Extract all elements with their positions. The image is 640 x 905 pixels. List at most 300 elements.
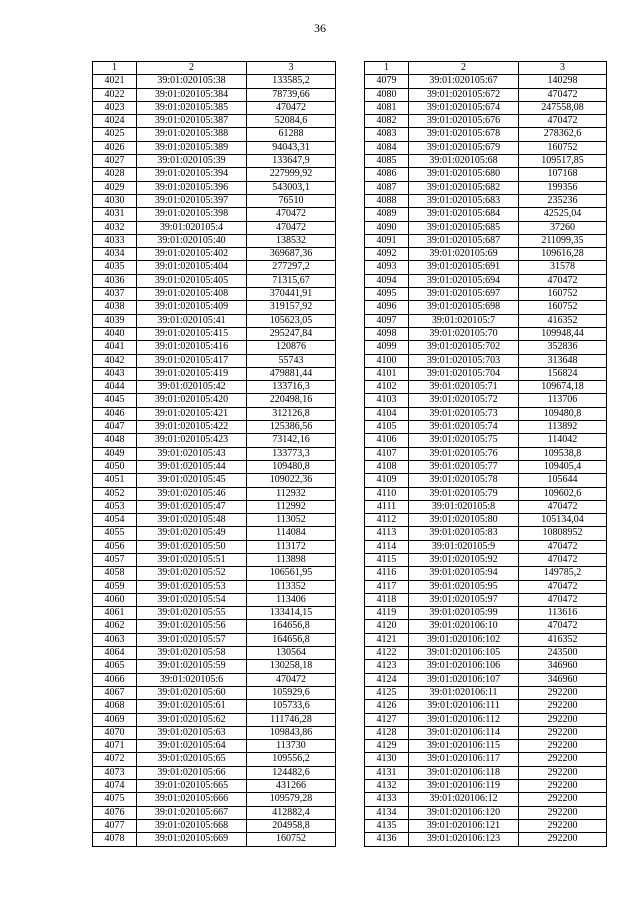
value-cell: 292200 bbox=[519, 740, 607, 753]
cadastral-number-cell: 39:01:020105:704 bbox=[409, 367, 519, 380]
table-row bbox=[365, 460, 607, 473]
value-cell: 111746,28 bbox=[247, 713, 336, 726]
value-cell: 235236 bbox=[519, 194, 607, 207]
cadastral-number-cell: 39:01:020105:680 bbox=[409, 168, 519, 181]
row-number-cell: 4046 bbox=[93, 407, 137, 420]
row-number-cell: 4029 bbox=[93, 181, 137, 194]
cadastral-number-cell: 39:01:020106:119 bbox=[409, 780, 519, 793]
cadastral-number-cell: 39:01:020105:672 bbox=[409, 88, 519, 101]
row-number-cell: 4097 bbox=[365, 314, 409, 327]
cadastral-number-cell: 39:01:020105:416 bbox=[137, 341, 247, 354]
row-number-cell: 4133 bbox=[365, 793, 409, 806]
table-row bbox=[365, 261, 607, 274]
value-cell: 470472 bbox=[519, 115, 607, 128]
cadastral-number-cell: 39:01:020105:402 bbox=[137, 248, 247, 261]
row-number-cell: 4036 bbox=[93, 274, 137, 287]
cadastral-number-cell: 39:01:020105:92 bbox=[409, 553, 519, 566]
row-number-cell: 4073 bbox=[93, 766, 137, 779]
cadastral-number-cell: 39:01:020105:40 bbox=[137, 234, 247, 247]
value-cell: 412882,4 bbox=[247, 806, 336, 819]
cadastral-number-cell: 39:01:020105:39 bbox=[137, 155, 247, 168]
value-cell: 124482,6 bbox=[247, 766, 336, 779]
row-number-cell: 4093 bbox=[365, 261, 409, 274]
value-cell: 160752 bbox=[519, 288, 607, 301]
table-row bbox=[93, 288, 336, 301]
cadastral-number-cell: 39:01:020106:111 bbox=[409, 700, 519, 713]
cadastral-number-cell: 39:01:020105:394 bbox=[137, 168, 247, 181]
value-cell: 105623,05 bbox=[247, 314, 336, 327]
table-row bbox=[93, 407, 336, 420]
cadastral-number-cell: 39:01:020105:68 bbox=[409, 155, 519, 168]
table-row bbox=[365, 793, 607, 806]
table-row bbox=[93, 633, 336, 646]
row-number-cell: 4104 bbox=[365, 407, 409, 420]
value-cell: 470472 bbox=[519, 540, 607, 553]
row-number-cell: 4125 bbox=[365, 686, 409, 699]
value-cell: 227999,92 bbox=[247, 168, 336, 181]
table-row bbox=[93, 274, 336, 287]
table-row bbox=[365, 181, 607, 194]
row-number-cell: 4136 bbox=[365, 833, 409, 846]
value-cell: 113616 bbox=[519, 607, 607, 620]
cadastral-number-cell: 39:01:020105:69 bbox=[409, 248, 519, 261]
row-number-cell: 4086 bbox=[365, 168, 409, 181]
cadastral-number-cell: 39:01:020106:114 bbox=[409, 726, 519, 739]
row-number-cell: 4070 bbox=[93, 726, 137, 739]
cadastral-number-cell: 39:01:020105:55 bbox=[137, 607, 247, 620]
row-number-cell: 4082 bbox=[365, 115, 409, 128]
row-number-cell: 4080 bbox=[365, 88, 409, 101]
value-cell: 109579,28 bbox=[247, 793, 336, 806]
row-number-cell: 4108 bbox=[365, 460, 409, 473]
table-row bbox=[365, 381, 607, 394]
cadastral-number-cell: 39:01:020105:43 bbox=[137, 447, 247, 460]
value-cell: 370441,91 bbox=[247, 288, 336, 301]
row-number-cell: 4045 bbox=[93, 394, 137, 407]
cadastral-number-cell: 39:01:020105:66 bbox=[137, 766, 247, 779]
value-cell: 292200 bbox=[519, 700, 607, 713]
row-number-cell: 4075 bbox=[93, 793, 137, 806]
cadastral-number-cell: 39:01:020105:8 bbox=[409, 500, 519, 513]
value-cell: 138532 bbox=[247, 234, 336, 247]
cadastral-number-cell: 39:01:020105:74 bbox=[409, 421, 519, 434]
row-number-cell: 4034 bbox=[93, 248, 137, 261]
value-cell: 149785,2 bbox=[519, 567, 607, 580]
cadastral-number-cell: 39:01:020106:123 bbox=[409, 833, 519, 846]
cadastral-number-cell: 39:01:020105:6 bbox=[137, 673, 247, 686]
table-row bbox=[365, 168, 607, 181]
value-cell: 292200 bbox=[519, 766, 607, 779]
cadastral-number-cell: 39:01:020105:389 bbox=[137, 141, 247, 154]
value-cell: 278362,6 bbox=[519, 128, 607, 141]
row-number-cell: 4028 bbox=[93, 168, 137, 181]
left-data-table bbox=[92, 61, 336, 847]
cadastral-number-cell: 39:01:020105:64 bbox=[137, 740, 247, 753]
table-row bbox=[365, 500, 607, 513]
row-number-cell: 4129 bbox=[365, 740, 409, 753]
table-row bbox=[93, 514, 336, 527]
row-number-cell: 4047 bbox=[93, 421, 137, 434]
row-number-cell: 4112 bbox=[365, 514, 409, 527]
value-cell: 140298 bbox=[519, 75, 607, 88]
row-number-cell: 4115 bbox=[365, 553, 409, 566]
table-row bbox=[93, 660, 336, 673]
cadastral-number-cell: 39:01:020105:702 bbox=[409, 341, 519, 354]
cadastral-number-cell: 39:01:020105:50 bbox=[137, 540, 247, 553]
cadastral-number-cell: 39:01:020106:12 bbox=[409, 793, 519, 806]
row-number-cell: 4054 bbox=[93, 514, 137, 527]
value-cell: 109022,36 bbox=[247, 474, 336, 487]
cadastral-number-cell: 39:01:020105:71 bbox=[409, 381, 519, 394]
value-cell: 130564 bbox=[247, 647, 336, 660]
value-cell: 78739,66 bbox=[247, 88, 336, 101]
table-row bbox=[93, 474, 336, 487]
value-cell: 113730 bbox=[247, 740, 336, 753]
row-number-cell: 4043 bbox=[93, 367, 137, 380]
row-number-cell: 4064 bbox=[93, 647, 137, 660]
value-cell: 42525,04 bbox=[519, 208, 607, 221]
table-row bbox=[93, 726, 336, 739]
header-row bbox=[93, 62, 336, 75]
cadastral-number-cell: 39:01:020105:666 bbox=[137, 793, 247, 806]
row-number-cell: 4049 bbox=[93, 447, 137, 460]
value-cell: 416352 bbox=[519, 633, 607, 646]
table-row bbox=[365, 354, 607, 367]
row-number-cell: 4132 bbox=[365, 780, 409, 793]
value-cell: 220498,16 bbox=[247, 394, 336, 407]
cadastral-number-cell: 39:01:020105:691 bbox=[409, 261, 519, 274]
value-cell: 156824 bbox=[519, 367, 607, 380]
value-cell: 470472 bbox=[247, 101, 336, 114]
cadastral-number-cell: 39:01:020105:80 bbox=[409, 514, 519, 527]
table-row bbox=[365, 88, 607, 101]
row-number-cell: 4060 bbox=[93, 593, 137, 606]
cadastral-number-cell: 39:01:020105:697 bbox=[409, 288, 519, 301]
table-row bbox=[93, 713, 336, 726]
table-row bbox=[365, 780, 607, 793]
cadastral-number-cell: 39:01:020106:102 bbox=[409, 633, 519, 646]
value-cell: 94043,31 bbox=[247, 141, 336, 154]
value-cell: 113406 bbox=[247, 593, 336, 606]
value-cell: 313648 bbox=[519, 354, 607, 367]
table-row bbox=[93, 367, 336, 380]
table-row bbox=[365, 314, 607, 327]
row-number-cell: 4120 bbox=[365, 620, 409, 633]
value-cell: 113706 bbox=[519, 394, 607, 407]
row-number-cell: 4059 bbox=[93, 580, 137, 593]
value-cell: 292200 bbox=[519, 780, 607, 793]
cadastral-number-cell: 39:01:020105:47 bbox=[137, 500, 247, 513]
value-cell: 113898 bbox=[247, 553, 336, 566]
table-row bbox=[93, 620, 336, 633]
cadastral-number-cell: 39:01:020105:83 bbox=[409, 527, 519, 540]
row-number-cell: 4077 bbox=[93, 819, 137, 832]
cadastral-number-cell: 39:01:020105:420 bbox=[137, 394, 247, 407]
value-cell: 105644 bbox=[519, 474, 607, 487]
row-number-cell: 4116 bbox=[365, 567, 409, 580]
row-number-cell: 4128 bbox=[365, 726, 409, 739]
value-cell: 292200 bbox=[519, 819, 607, 832]
row-number-cell: 4076 bbox=[93, 806, 137, 819]
row-number-cell: 4088 bbox=[365, 194, 409, 207]
page-number: 36 bbox=[314, 21, 326, 35]
cadastral-number-cell: 39:01:020105:51 bbox=[137, 553, 247, 566]
cadastral-number-cell: 39:01:020105:58 bbox=[137, 647, 247, 660]
table-row bbox=[365, 580, 607, 593]
row-number-cell: 4126 bbox=[365, 700, 409, 713]
table-row bbox=[365, 208, 607, 221]
table-row bbox=[93, 115, 336, 128]
table-row bbox=[365, 248, 607, 261]
cadastral-number-cell: 39:01:020105:41 bbox=[137, 314, 247, 327]
cadastral-number-cell: 39:01:020105:687 bbox=[409, 234, 519, 247]
value-cell: 109602,6 bbox=[519, 487, 607, 500]
value-cell: 113052 bbox=[247, 514, 336, 527]
cadastral-number-cell: 39:01:020105:59 bbox=[137, 660, 247, 673]
table-row bbox=[93, 673, 336, 686]
value-cell: 416352 bbox=[519, 314, 607, 327]
table-row bbox=[93, 221, 336, 234]
row-number-cell: 4085 bbox=[365, 155, 409, 168]
cadastral-number-cell: 39:01:020105:404 bbox=[137, 261, 247, 274]
value-cell: 105929,6 bbox=[247, 686, 336, 699]
row-number-cell: 4072 bbox=[93, 753, 137, 766]
cadastral-number-cell: 39:01:020106:120 bbox=[409, 806, 519, 819]
value-cell: 312126,8 bbox=[247, 407, 336, 420]
value-cell: 431266 bbox=[247, 780, 336, 793]
row-number-cell: 4118 bbox=[365, 593, 409, 606]
cadastral-number-cell: 39:01:020106:107 bbox=[409, 673, 519, 686]
cadastral-number-cell: 39:01:020105:7 bbox=[409, 314, 519, 327]
row-number-cell: 4032 bbox=[93, 221, 137, 234]
cadastral-number-cell: 39:01:020105:422 bbox=[137, 421, 247, 434]
cadastral-number-cell: 39:01:020105:53 bbox=[137, 580, 247, 593]
row-number-cell: 4071 bbox=[93, 740, 137, 753]
row-number-cell: 4123 bbox=[365, 660, 409, 673]
table-row bbox=[365, 194, 607, 207]
cadastral-number-cell: 39:01:020105:408 bbox=[137, 288, 247, 301]
value-cell: 106561,95 bbox=[247, 567, 336, 580]
cadastral-number-cell: 39:01:020105:99 bbox=[409, 607, 519, 620]
row-number-cell: 4040 bbox=[93, 327, 137, 340]
row-number-cell: 4079 bbox=[365, 75, 409, 88]
cadastral-number-cell: 39:01:020105:668 bbox=[137, 819, 247, 832]
row-number-cell: 4035 bbox=[93, 261, 137, 274]
row-number-cell: 4107 bbox=[365, 447, 409, 460]
row-number-cell: 4117 bbox=[365, 580, 409, 593]
cadastral-number-cell: 39:01:020105:77 bbox=[409, 460, 519, 473]
cadastral-number-cell: 39:01:020106:118 bbox=[409, 766, 519, 779]
value-cell: 479881,44 bbox=[247, 367, 336, 380]
table-row bbox=[365, 567, 607, 580]
cadastral-number-cell: 39:01:020106:105 bbox=[409, 647, 519, 660]
table-row bbox=[93, 208, 336, 221]
value-cell: 112992 bbox=[247, 500, 336, 513]
cadastral-number-cell: 39:01:020105:397 bbox=[137, 194, 247, 207]
table-row bbox=[365, 155, 607, 168]
value-cell: 71315,67 bbox=[247, 274, 336, 287]
table-row bbox=[93, 567, 336, 580]
cadastral-number-cell: 39:01:020105:45 bbox=[137, 474, 247, 487]
cadastral-number-cell: 39:01:020105:44 bbox=[137, 460, 247, 473]
table-row bbox=[365, 367, 607, 380]
value-cell: 120876 bbox=[247, 341, 336, 354]
row-number-cell: 4074 bbox=[93, 780, 137, 793]
table-header bbox=[365, 62, 607, 75]
cadastral-number-cell: 39:01:020105:38 bbox=[137, 75, 247, 88]
table-row bbox=[365, 421, 607, 434]
table-row bbox=[365, 647, 607, 660]
row-number-cell: 4095 bbox=[365, 288, 409, 301]
table-row bbox=[93, 314, 336, 327]
value-cell: 109480,8 bbox=[247, 460, 336, 473]
table-row bbox=[93, 381, 336, 394]
row-number-cell: 4131 bbox=[365, 766, 409, 779]
value-cell: 243500 bbox=[519, 647, 607, 660]
row-number-cell: 4048 bbox=[93, 434, 137, 447]
cadastral-number-cell: 39:01:020105:405 bbox=[137, 274, 247, 287]
table-row bbox=[365, 434, 607, 447]
cadastral-number-cell: 39:01:020105:48 bbox=[137, 514, 247, 527]
row-number-cell: 4050 bbox=[93, 460, 137, 473]
table-row bbox=[93, 394, 336, 407]
table-row bbox=[365, 474, 607, 487]
table-row bbox=[365, 514, 607, 527]
row-number-cell: 4052 bbox=[93, 487, 137, 500]
value-cell: 55743 bbox=[247, 354, 336, 367]
table-row bbox=[365, 686, 607, 699]
cadastral-number-cell: 39:01:020106:11 bbox=[409, 686, 519, 699]
table-row bbox=[93, 261, 336, 274]
value-cell: 114084 bbox=[247, 527, 336, 540]
table-row bbox=[365, 766, 607, 779]
table-row bbox=[365, 487, 607, 500]
cadastral-number-cell: 39:01:020105:667 bbox=[137, 806, 247, 819]
table-row bbox=[93, 753, 336, 766]
cadastral-number-cell: 39:01:020105:72 bbox=[409, 394, 519, 407]
table-body bbox=[93, 75, 336, 846]
table-row bbox=[93, 88, 336, 101]
table-row bbox=[365, 301, 607, 314]
row-number-cell: 4038 bbox=[93, 301, 137, 314]
row-number-cell: 4067 bbox=[93, 686, 137, 699]
row-number-cell: 4041 bbox=[93, 341, 137, 354]
table-row bbox=[365, 633, 607, 646]
table-row bbox=[365, 141, 607, 154]
cadastral-number-cell: 39:01:020105:694 bbox=[409, 274, 519, 287]
row-number-cell: 4051 bbox=[93, 474, 137, 487]
value-cell: 277297,2 bbox=[247, 261, 336, 274]
value-cell: 130258,18 bbox=[247, 660, 336, 673]
table-row bbox=[93, 181, 336, 194]
table-row bbox=[365, 288, 607, 301]
table-row bbox=[93, 155, 336, 168]
value-cell: 470472 bbox=[247, 673, 336, 686]
value-cell: 204958,8 bbox=[247, 819, 336, 832]
value-cell: 107168 bbox=[519, 168, 607, 181]
cadastral-number-cell: 39:01:020105:384 bbox=[137, 88, 247, 101]
table-row bbox=[365, 593, 607, 606]
table-row bbox=[93, 647, 336, 660]
value-cell: 199356 bbox=[519, 181, 607, 194]
table-row bbox=[365, 527, 607, 540]
table-row bbox=[365, 673, 607, 686]
row-number-cell: 4069 bbox=[93, 713, 137, 726]
table-row bbox=[93, 700, 336, 713]
table-row bbox=[93, 421, 336, 434]
cadastral-number-cell: 39:01:020105:78 bbox=[409, 474, 519, 487]
row-number-cell: 4039 bbox=[93, 314, 137, 327]
table-row bbox=[93, 487, 336, 500]
table-row bbox=[365, 553, 607, 566]
row-number-cell: 4111 bbox=[365, 500, 409, 513]
cadastral-number-cell: 39:01:020105:52 bbox=[137, 567, 247, 580]
cadastral-number-cell: 39:01:020105:49 bbox=[137, 527, 247, 540]
header-cell-cadastral: 2 bbox=[137, 62, 247, 75]
cadastral-number-cell: 39:01:020105:665 bbox=[137, 780, 247, 793]
row-number-cell: 4090 bbox=[365, 221, 409, 234]
table-row bbox=[365, 753, 607, 766]
row-number-cell: 4033 bbox=[93, 234, 137, 247]
table-row bbox=[93, 101, 336, 114]
row-number-cell: 4127 bbox=[365, 713, 409, 726]
row-number-cell: 4122 bbox=[365, 647, 409, 660]
row-number-cell: 4037 bbox=[93, 288, 137, 301]
table-row bbox=[93, 686, 336, 699]
table-row bbox=[93, 168, 336, 181]
row-number-cell: 4110 bbox=[365, 487, 409, 500]
value-cell: 125386,56 bbox=[247, 421, 336, 434]
row-number-cell: 4124 bbox=[365, 673, 409, 686]
cadastral-number-cell: 39:01:020105:63 bbox=[137, 726, 247, 739]
row-number-cell: 4100 bbox=[365, 354, 409, 367]
value-cell: 109405,4 bbox=[519, 460, 607, 473]
value-cell: 52084,6 bbox=[247, 115, 336, 128]
table-row bbox=[93, 75, 336, 88]
table-row bbox=[365, 607, 607, 620]
cadastral-number-cell: 39:01:020106:117 bbox=[409, 753, 519, 766]
value-cell: 109948,44 bbox=[519, 327, 607, 340]
value-cell: 133773,3 bbox=[247, 447, 336, 460]
table-row bbox=[93, 500, 336, 513]
cadastral-number-cell: 39:01:020105:684 bbox=[409, 208, 519, 221]
row-number-cell: 4084 bbox=[365, 141, 409, 154]
value-cell: 133647,9 bbox=[247, 155, 336, 168]
value-cell: 160752 bbox=[519, 301, 607, 314]
cadastral-number-cell: 39:01:020105:685 bbox=[409, 221, 519, 234]
cadastral-number-cell: 39:01:020105:95 bbox=[409, 580, 519, 593]
table-row bbox=[365, 833, 607, 846]
value-cell: 109556,2 bbox=[247, 753, 336, 766]
row-number-cell: 4078 bbox=[93, 833, 137, 846]
row-number-cell: 4119 bbox=[365, 607, 409, 620]
cadastral-number-cell: 39:01:020105:57 bbox=[137, 633, 247, 646]
value-cell: 105134,04 bbox=[519, 514, 607, 527]
value-cell: 109517,85 bbox=[519, 155, 607, 168]
cadastral-number-cell: 39:01:020105:409 bbox=[137, 301, 247, 314]
row-number-cell: 4099 bbox=[365, 341, 409, 354]
table-row bbox=[365, 660, 607, 673]
row-number-cell: 4106 bbox=[365, 434, 409, 447]
value-cell: 109843,86 bbox=[247, 726, 336, 739]
row-number-cell: 4030 bbox=[93, 194, 137, 207]
cadastral-number-cell: 39:01:020105:75 bbox=[409, 434, 519, 447]
table-row bbox=[93, 341, 336, 354]
value-cell: 292200 bbox=[519, 833, 607, 846]
cadastral-number-cell: 39:01:020105:421 bbox=[137, 407, 247, 420]
table-row bbox=[365, 234, 607, 247]
value-cell: 292200 bbox=[519, 793, 607, 806]
